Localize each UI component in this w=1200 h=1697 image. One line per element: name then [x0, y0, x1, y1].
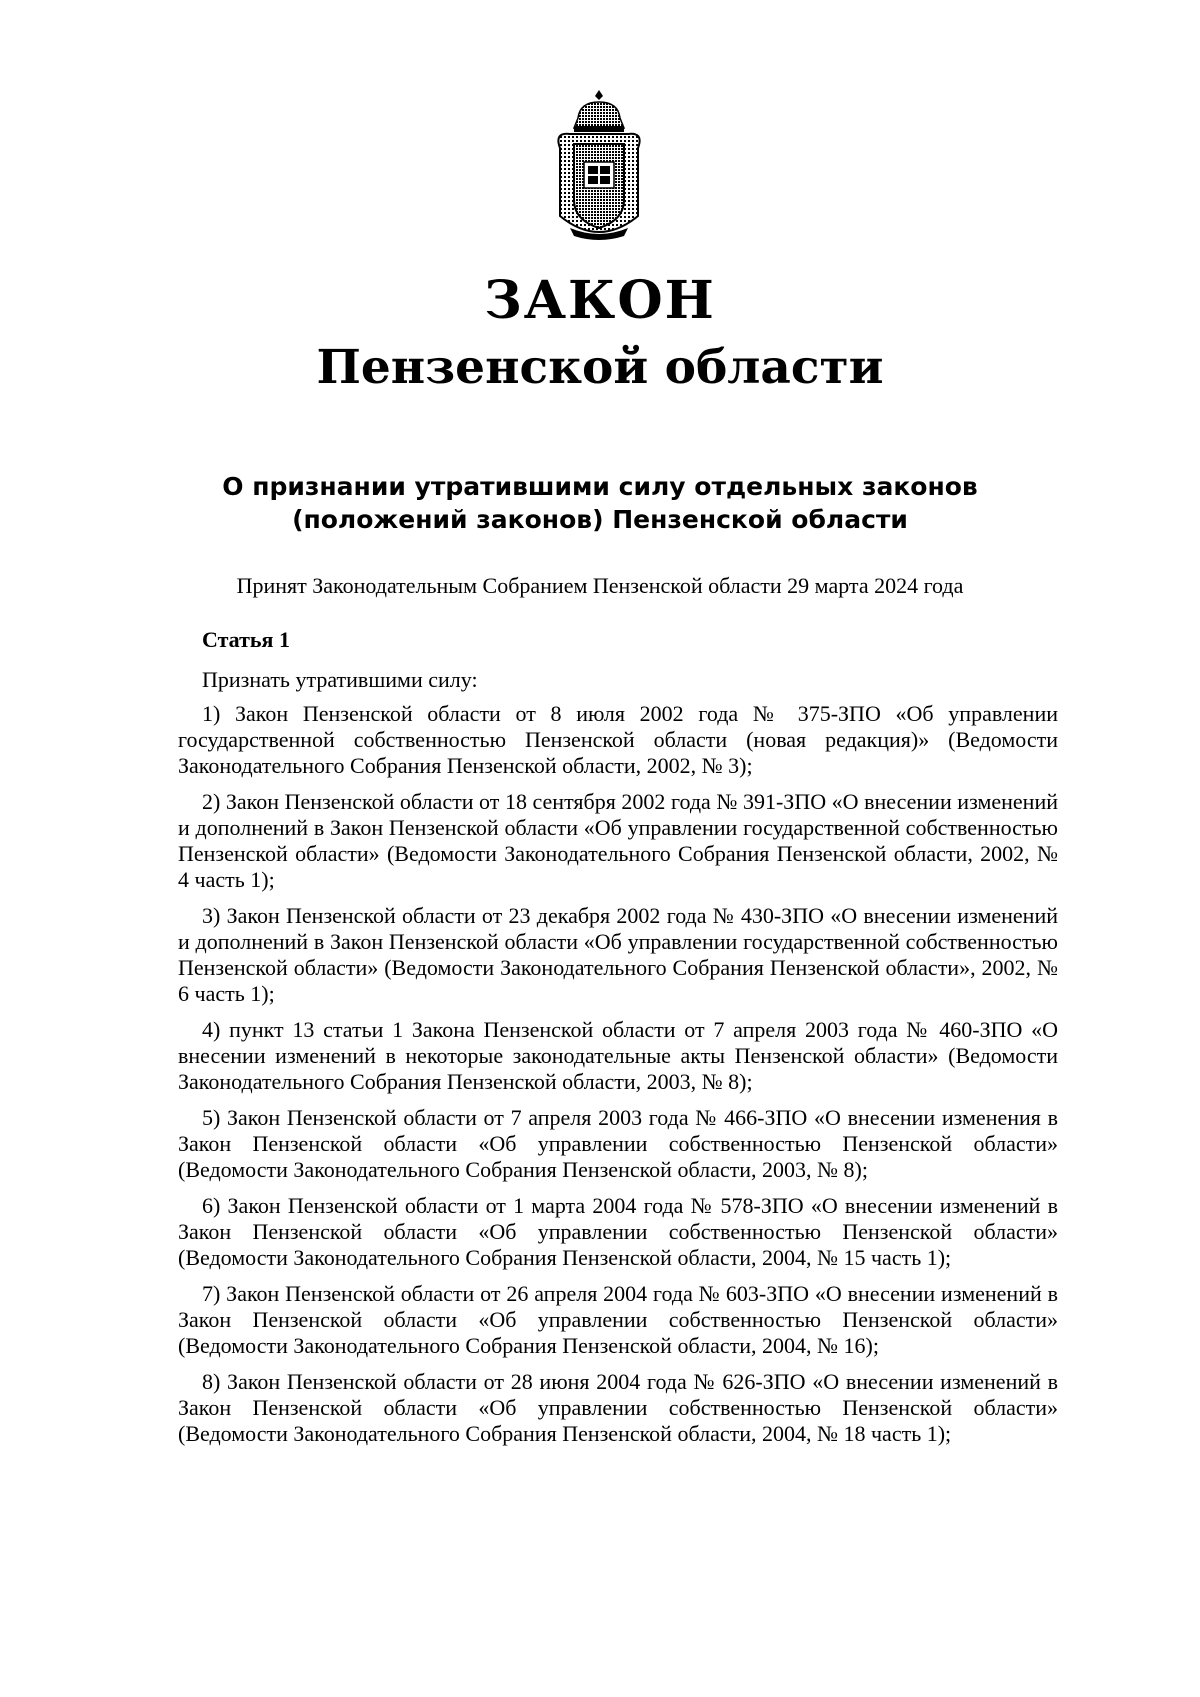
list-item: 6) Закон Пензенской области от 1 марта 2004 года № 578-ЗПО «О внесении изменений в Закон Пензенской области «Об управлении собственностью Пензенской области» (Ведомости Законодательного Собрания Пензенской области, 2004, № 15 часть 1); — [178, 1193, 1058, 1270]
article-title: Статья 1 — [202, 627, 290, 652]
law-subtitle-line-1: О признании утратившими силу отдельных законов — [222, 472, 978, 501]
article-intro: Признать утратившими силу: — [202, 667, 478, 692]
adoption-statement: Принят Законодательным Собранием Пензенской области 29 марта 2024 года — [236, 573, 964, 598]
law-subtitle-line-2: (положений законов) Пензенской области — [292, 505, 908, 534]
list-item: 8) Закон Пензенской области от 28 июня 2004 года № 626-ЗПО «О внесении изменений в Закон Пензенской области «Об управлении собственностью Пензенской области» (Ведомости Законодательного Собрания Пензенской области, 2004, № 18 часть 1); — [178, 1369, 1058, 1446]
region-title: Пензенской области — [316, 340, 884, 395]
list-item: 5) Закон Пензенской области от 7 апреля 2003 года № 466-ЗПО «О внесении изменения в Закон Пензенской области «Об управлении собственностью Пензенской области» (Ведомости Законодательного Собрания Пензенской области, 2003, № 8); — [178, 1105, 1058, 1182]
list-item: 2) Закон Пензенской области от 18 сентября 2002 года № 391-ЗПО «О внесении изменений и дополнений в Закон Пензенской области «Об управлении государственной собственностью Пензенской области» (Ведомости Законодательного Собрания Пензенской области, 2002, № 4 часть 1); — [178, 789, 1058, 892]
list-item: 3) Закон Пензенской области от 23 декабря 2002 года № 430-ЗПО «О внесении изменений и дополнений в Закон Пензенской области «Об управлении государственной собственностью Пензенской области» (Ведомости Законодательного Собрания Пензенской области», 2002, № 6 часть 1); — [178, 903, 1058, 1006]
list-item: 4) пункт 13 статьи 1 Закона Пензенской области от 7 апреля 2003 года № 460-ЗПО «О внесении изменений в некоторые законодательные акты Пензенской области» (Ведомости Законодательного Собрания Пензенской области, 2003, № 8); — [178, 1017, 1058, 1094]
document-body — [178, 627, 1058, 1457]
law-title: ЗАКОН — [484, 270, 716, 331]
list-item: 1) Закон Пензенской области от 8 июля 2002 года № 375-ЗПО «Об управлении государственной собственностью Пензенской области (новая редакция)» (Ведомости Законодательного Собрания Пензенской области, 2002, № 3); — [178, 701, 1058, 778]
list-item: 7) Закон Пензенской области от 26 апреля 2004 года № 603-ЗПО «О внесении изменений в Закон Пензенской области «Об управлении собственностью Пензенской области» (Ведомости Законодательного Собрания Пензенской области, 2004, № 16); — [178, 1281, 1058, 1358]
coat-of-arms-icon — [540, 88, 658, 240]
